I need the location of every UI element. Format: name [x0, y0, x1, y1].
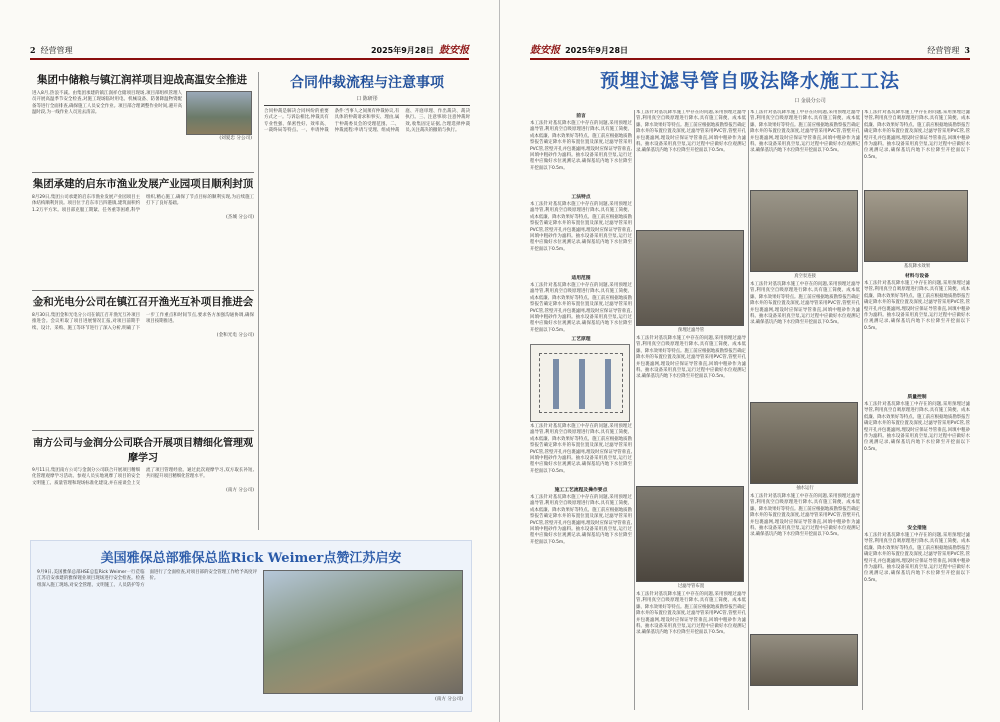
column-divider — [748, 110, 749, 710]
page-number: 3 — [964, 45, 970, 55]
divider — [32, 430, 254, 431]
page-header-left — [30, 44, 469, 60]
divider — [32, 172, 254, 173]
figure-caption: 过滤导管布置 — [677, 584, 705, 589]
article-6 — [30, 540, 472, 712]
figure-photo — [636, 230, 744, 326]
article-5-byline: 口 陈研彤 — [356, 96, 378, 102]
column-1 — [530, 110, 632, 710]
section-body: 本工法针对基坑降水施工中存在的问题,采用预埋过滤导管,利用真空自吸原理进行降水,具有施工简便、成本低廉、降水效果好等特点。施工前应根据地质勘察报告确定降水井的布置位置及深度,过滤导管采用PVC管,管壁开孔并包裹滤网,埋设时应保证导管垂直,回填中粗砂作为滤料。抽水设备采用真空泵,运行过程中应做好水位观测记录,确保基坑内地下水位降至开挖面以下0.5m。 — [530, 424, 632, 474]
section-body: 本工法针对基坑降水施工中存在的问题,采用预埋过滤导管,利用真空自吸原理进行降水,具有施工简便、成本低廉、降水效果好等特点。施工前应根据地质勘察报告确定降水井的布置位置及深度,过滤导管采用PVC管,管壁开孔并包裹滤网,埋设时应保证导管垂直,回填中粗砂作为滤料。抽水设备采用真空泵,运行过程中应做好水位观测记录,确保基坑内地下水位降至开挖面以下0.5m。 — [530, 121, 632, 171]
section-body: 本工法针对基坑降水施工中存在的问题,采用预埋过滤导管,利用真空自吸原理进行降水,具有施工简便、成本低廉、降水效果好等特点。施工前应根据地质勘察报告确定降水井的布置位置及深度,过滤导管采用PVC管,管壁开孔并包裹滤网,埋设时应保证导管垂直,回填中粗砂作为滤料。抽水设备采用真空泵,运行过程中应做好水位观测记录,确保基坑内地下水位降至开挖面以下0.5m。 — [750, 282, 860, 326]
section-heading: 材料与设备 — [905, 274, 929, 279]
figure-photo — [750, 402, 858, 484]
right-page — [500, 0, 1000, 722]
article-6-title: 美国雅保总部雅保总监Rick Weimer点赞江苏启安 — [100, 551, 402, 566]
masthead-logo: 鼓安报 — [530, 45, 560, 56]
section-heading: 施工工艺流程及操作要点 — [554, 488, 608, 493]
column-divider — [258, 72, 259, 530]
article-4 — [32, 434, 254, 530]
article-5-body: 合同仲裁是解决合同纠纷的重要方式之一。与诉讼相比,仲裁具有专业性强、保密性好、效率高、一裁终局等特点。一、申请仲裁条件:当事人之间须有仲裁协议,有具体的仲裁请求和事实、理由,属于仲裁委员会的受理范围。二、仲裁流程:申请与受理、组成仲裁庭、开庭审理、作出裁决、裁决执行。三、注意事项:注意仲裁时效,收集固定证据,合理选择仲裁员,关注裁决的撤销与执行。 — [264, 109, 470, 134]
section-heading: 工法特点 — [571, 195, 591, 200]
article-1-title: 集团中储粮与镇江润祥项目迎战高温安全推进 — [37, 74, 247, 86]
figure-caption: 基坑降水效果 — [903, 264, 931, 269]
section-body: 本工法针对基坑降水施工中存在的问题,采用预埋过滤导管,利用真空自吸原理进行降水,具有施工简便、成本低廉、降水效果好等特点。施工前应根据地质勘察报告确定降水井的布置位置及深度,过滤导管采用PVC管,管壁开孔并包裹滤网,埋设时应保证导管垂直,回填中粗砂作为滤料。抽水设备采用真空泵,运行过程中应做好水位观测记录,确保基坑内地下水位降至开挖面以下0.5m。 — [636, 592, 746, 636]
section-body: 本工法针对基坑降水施工中存在的问题,采用预埋过滤导管,利用真空自吸原理进行降水,具有施工简便、成本低廉、降水效果好等特点。施工前应根据地质勘察报告确定降水井的布置位置及深度,过滤导管采用PVC管,管壁开孔并包裹滤网,埋设时应保证导管垂直,回填中粗砂作为滤料。抽水设备采用真空泵,运行过程中应做好水位观测记录,确保基坑内地下水位降至开挖面以下0.5m。 — [864, 281, 970, 331]
article-1-source: (刘爱忠 分公司) — [219, 136, 252, 141]
section-body: 本工法针对基坑降水施工中存在的问题,采用预埋过滤导管,利用真空自吸原理进行降水,具有施工简便、成本低廉、降水效果好等特点。施工前应根据地质勘察报告确定降水井的布置位置及深度,过滤导管采用PVC管,管壁开孔并包裹滤网,埋设时应保证导管垂直,回填中粗砂作为滤料。抽水设备采用真空泵,运行过程中应做好水位观测记录,确保基坑内地下水位降至开挖面以下0.5m。 — [864, 110, 970, 160]
figure-caption: 预埋过滤导管 — [677, 328, 705, 333]
page-number: 2 — [30, 45, 36, 55]
column-4 — [864, 110, 970, 710]
figure-caption: 抽水运行 — [796, 486, 814, 491]
article-1 — [32, 72, 252, 170]
article-2-source: (杰城 分公司) — [225, 215, 254, 221]
column-2 — [636, 110, 746, 710]
section-body: 本工法针对基坑降水施工中存在的问题,采用预埋过滤导管,利用真空自吸原理进行降水,具有施工简便、成本低廉、降水效果好等特点。施工前应根据地质勘察报告确定降水井的布置位置及深度,过滤导管采用PVC管,管壁开孔并包裹滤网,埋设时应保证导管垂直,回填中粗砂作为滤料。抽水设备采用真空泵,运行过程中应做好水位观测记录,确保基坑内地下水位降至开挖面以下0.5m。 — [530, 283, 632, 333]
section-body: 本工法针对基坑降水施工中存在的问题,采用预埋过滤导管,利用真空自吸原理进行降水,具有施工简便、成本低廉、降水效果好等特点。施工前应根据地质勘察报告确定降水井的布置位置及深度,过滤导管采用PVC管,管壁开孔并包裹滤网,埋设时应保证导管垂直,回填中粗砂作为滤料。抽水设备采用真空泵,运行过程中应做好水位观测记录,确保基坑内地下水位降至开挖面以下0.5m。 — [636, 336, 746, 380]
divider — [32, 290, 254, 291]
section-name: 经营管理 — [40, 46, 73, 55]
article-6-source: (南方 分公司) — [434, 697, 463, 702]
section-body: 本工法针对基坑降水施工中存在的问题,采用预埋过滤导管,利用真空自吸原理进行降水,具有施工简便、成本低廉、降水效果好等特点。施工前应根据地质勘察报告确定降水井的布置位置及深度,过滤导管采用PVC管,管壁开孔并包裹滤网,埋设时应保证导管垂直,回填中粗砂作为滤料。抽水设备采用真空泵,运行过程中应做好水位观测记录,确保基坑内地下水位降至开挖面以下0.5m。 — [530, 202, 632, 252]
main-article-header — [530, 66, 970, 106]
section-body: 本工法针对基坑降水施工中存在的问题,采用预埋过滤导管,利用真空自吸原理进行降水,具有施工简便、成本低廉、降水效果好等特点。施工前应根据地质勘察报告确定降水井的布置位置及深度,过滤导管采用PVC管,管壁开孔并包裹滤网,埋设时应保证导管垂直,回填中粗砂作为滤料。抽水设备采用真空泵,运行过程中应做好水位观测记录,确保基坑内地下水位降至开挖面以下0.5m。 — [750, 110, 860, 154]
section-heading: 安全措施 — [907, 526, 927, 531]
article-2-title: 集团承建的启东市渔业发展产业园项目顺利封顶 — [32, 178, 254, 190]
article-2-body: 8月29日,集团公司承建的启东市渔业发展产业园项目主体结构顺利封顶。项目位于启东市吕四港镇,建筑面积约1.2万平方米。项目部克服工期紧、任务重等困难,科学组织,精心施工,确保了节点目标的顺利实现,为后续施工打下了良好基础。 — [32, 195, 254, 213]
section-name: 经营管理 — [927, 46, 960, 55]
issue-date: 2025年9月28日 — [370, 46, 434, 55]
column-divider — [634, 110, 635, 710]
main-article-byline: 口 金晨分公司 — [794, 98, 826, 104]
article-1-photo — [186, 91, 252, 135]
section-body: 本工法针对基坑降水施工中存在的问题,采用预埋过滤导管,利用真空自吸原理进行降水,具有施工简便、成本低廉、降水效果好等特点。施工前应根据地质勘察报告确定降水井的布置位置及深度,过滤导管采用PVC管,管壁开孔并包裹滤网,埋设时应保证导管垂直,回填中粗砂作为滤料。抽水设备采用真空泵,运行过程中应做好水位观测记录,确保基坑内地下水位降至开挖面以下0.5m。 — [750, 494, 860, 538]
section-heading: 前言 — [576, 114, 586, 119]
article-2 — [32, 176, 254, 288]
process-diagram — [530, 344, 630, 422]
section-body: 本工法针对基坑降水施工中存在的问题,采用预埋过滤导管,利用真空自吸原理进行降水,具有施工简便、成本低廉、降水效果好等特点。施工前应根据地质勘察报告确定降水井的布置位置及深度,过滤导管采用PVC管,管壁开孔并包裹滤网,埋设时应保证导管垂直,回填中粗砂作为滤料。抽水设备采用真空泵,运行过程中应做好水位观测记录,确保基坑内地下水位降至开挖面以下0.5m。 — [864, 402, 970, 452]
article-6-body: 9月9日,美国雅保总部HSE总监Rick Weimer一行莅临江苏启安承建的雅保锂业项目现场进行安全检查。检查组深入施工现场,对安全管理、文明施工、人员防护等方面进行了全面检查,对项目部的安全管理工作给予高度评价。 — [37, 570, 257, 588]
figure-photo — [636, 486, 744, 582]
masthead-logo: 鼓安报 — [439, 45, 469, 56]
article-6-photo — [263, 570, 463, 694]
article-3-title: 金和光电分公司在镇江召开渔光互补项目推进会 — [32, 296, 254, 308]
article-4-title: 南方公司与金润分公司联合开展项目精细化管理观摩学习 — [33, 438, 253, 464]
article-5 — [264, 72, 470, 532]
section-body: 本工法针对基坑降水施工中存在的问题,采用预埋过滤导管,利用真空自吸原理进行降水,具有施工简便、成本低廉、降水效果好等特点。施工前应根据地质勘察报告确定降水井的布置位置及深度,过滤导管采用PVC管,管壁开孔并包裹滤网,埋设时应保证导管垂直,回填中粗砂作为滤料。抽水设备采用真空泵,运行过程中应做好水位观测记录,确保基坑内地下水位降至开挖面以下0.5m。 — [864, 533, 970, 583]
section-body: 本工法针对基坑降水施工中存在的问题,采用预埋过滤导管,利用真空自吸原理进行降水,具有施工简便、成本低廉、降水效果好等特点。施工前应根据地质勘察报告确定降水井的布置位置及深度,过滤导管采用PVC管,管壁开孔并包裹滤网,埋设时应保证导管垂直,回填中粗砂作为滤料。抽水设备采用真空泵,运行过程中应做好水位观测记录,确保基坑内地下水位降至开挖面以下0.5m。 — [530, 495, 632, 545]
section-heading: 工艺原理 — [571, 337, 591, 342]
section-heading: 质量控制 — [907, 395, 927, 400]
article-5-title: 合同仲裁流程与注意事项 — [290, 75, 444, 91]
article-3-body: 8月30日,集团金和光电分公司在镇江召开渔光互补项目推进会。会议听取了项目进展情况汇报,对项目前期手续、设计、采购、施工等环节进行了深入分析,明确了下一步工作重点和时间节点,要求各方加强沟通协调,确保项目按期推进。 — [32, 313, 254, 331]
main-article-title: 预埋过滤导管自吸法降水施工工法 — [599, 70, 900, 92]
section-body: 本工法针对基坑降水施工中存在的问题,采用预埋过滤导管,利用真空自吸原理进行降水,具有施工简便、成本低廉、降水效果好等特点。施工前应根据地质勘察报告确定降水井的布置位置及深度,过滤导管采用PVC管,管壁开孔并包裹滤网,埋设时应保证导管垂直,回填中粗砂作为滤料。抽水设备采用真空泵,运行过程中应做好水位观测记录,确保基坑内地下水位降至开挖面以下0.5m。 — [636, 110, 746, 154]
page-header-right — [530, 44, 970, 60]
article-3 — [32, 294, 254, 428]
article-4-source: (南方 分公司) — [225, 488, 254, 494]
figure-photo — [750, 190, 858, 272]
article-4-body: 9月11日,集团南方公司与金润分公司联合开展项目精细化管理观摩学习活动。参观人员实地观摩了项目的安全文明施工、质量管理和现场标准化建设,并在座谈会上交流了项目管理经验。通过此次观摩学习,双方取长补短,共同提升项目精细化管理水平。 — [32, 468, 254, 486]
figure-photo — [750, 634, 858, 686]
article-3-source: (金和光电 分公司) — [216, 333, 254, 339]
section-heading: 适用范围 — [571, 276, 591, 281]
article-1-body: 进入8月,热浪不减。由集团承建的镇江润祥仓储项目现场,项目部组织管理人员开展高温季节安全检查,对施工现场临时用电、机械设备、防暑降温物资配备等进行全面排查,确保施工人员安全作业。项目部合理调整作业时间,避开高温时段,为一线作业人员送去清凉。 — [32, 91, 182, 116]
column-divider — [862, 110, 863, 710]
figure-photo — [864, 190, 968, 262]
column-3 — [750, 110, 860, 710]
issue-date: 2025年9月28日 — [565, 46, 629, 55]
figure-caption: 真空泵连接 — [794, 274, 816, 279]
